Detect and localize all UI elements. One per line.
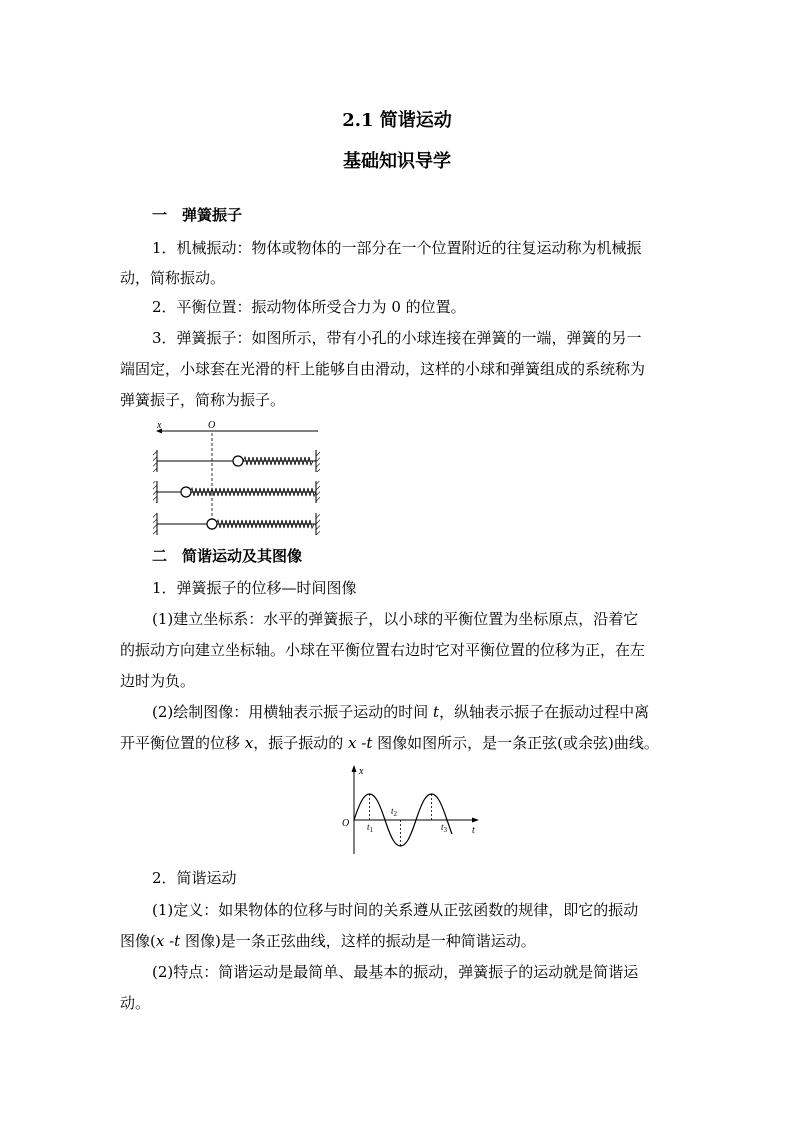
paragraph-line: (2)特点：简谐运动是最简单、最基本的振动，弹簧振子的运动就是简谐运 — [152, 963, 639, 981]
oscillator-row-right — [153, 450, 320, 472]
ball — [233, 456, 243, 466]
origin-label: O — [208, 420, 216, 431]
paragraph-line: (1)定义：如果物体的位移与时间的关系遵从正弦函数的规律，即它的振动 — [152, 901, 639, 919]
paragraph-line: (2)绘制图像：用横轴表示振子运动的时间 t，纵轴表示振子在振动过程中离 — [152, 703, 650, 721]
paragraph-line: 弹簧振子，简称为振子。 — [120, 391, 286, 409]
subheading: 1．弹簧振子的位移—时间图像 — [152, 579, 357, 597]
spring — [190, 488, 316, 496]
section-heading-spring-oscillator: 一 弹簧振子 — [152, 206, 243, 224]
t-axis-label: t — [472, 825, 475, 836]
ball — [181, 487, 191, 497]
paragraph-line: 的振动方向建立坐标轴。小球在平衡位置右边时它对平衡位置的位移为正，在左 — [120, 641, 646, 659]
t3-label: $t_3$ — [441, 822, 448, 834]
page-title: 2.1 简谐运动 — [342, 110, 452, 131]
section-heading-shm: 二 简谐运动及其图像 — [152, 547, 303, 565]
paragraph-line: 1．机械振动：物体或物体的一部分在一个位置附近的往复运动称为机械振 — [152, 239, 642, 257]
paragraph-line: 动，简称振动。 — [120, 269, 226, 287]
paragraph-line: 图像(x -t 图像)是一条正弦曲线，这样的振动是一种简谐运动。 — [120, 932, 536, 950]
paragraph-line: 2．平衡位置：振动物体所受合力为 0 的位置。 — [152, 298, 466, 316]
t1-label: $t_1$ — [367, 822, 374, 834]
t2-label: $t_2$ — [391, 806, 398, 818]
xt-graph — [338, 762, 486, 860]
paragraph-line: 开平衡位置的位移 x，振子振动的 x -t 图像如图所示，是一条正弦(或余弦)曲线。 — [120, 734, 659, 752]
spring — [216, 520, 314, 528]
origin-label: O — [342, 818, 350, 829]
spring-oscillator-figure — [148, 420, 328, 540]
subheading: 2．简谐运动 — [152, 869, 237, 887]
paragraph-line: (1)建立坐标系：水平的弹簧振子，以小球的平衡位置为坐标原点，沿着它 — [152, 610, 639, 628]
oscillator-row-equilibrium — [153, 513, 320, 535]
paragraph-line: 端固定，小球套在光滑的杆上能够自由滑动，这样的小球和弹簧组成的系统称为 — [120, 360, 646, 378]
page-subtitle: 基础知识导学 — [343, 151, 451, 172]
paragraph-line: 边时为负。 — [120, 672, 196, 690]
paragraph-line: 3．弹簧振子：如图所示，带有小孔的小球连接在弹簧的一端，弹簧的另一 — [152, 329, 642, 347]
x-axis-label: x — [359, 766, 364, 777]
x-axis-label: x — [157, 420, 162, 431]
ball — [207, 519, 217, 529]
oscillator-row-left — [153, 481, 320, 503]
paragraph-line: 动。 — [120, 994, 151, 1012]
